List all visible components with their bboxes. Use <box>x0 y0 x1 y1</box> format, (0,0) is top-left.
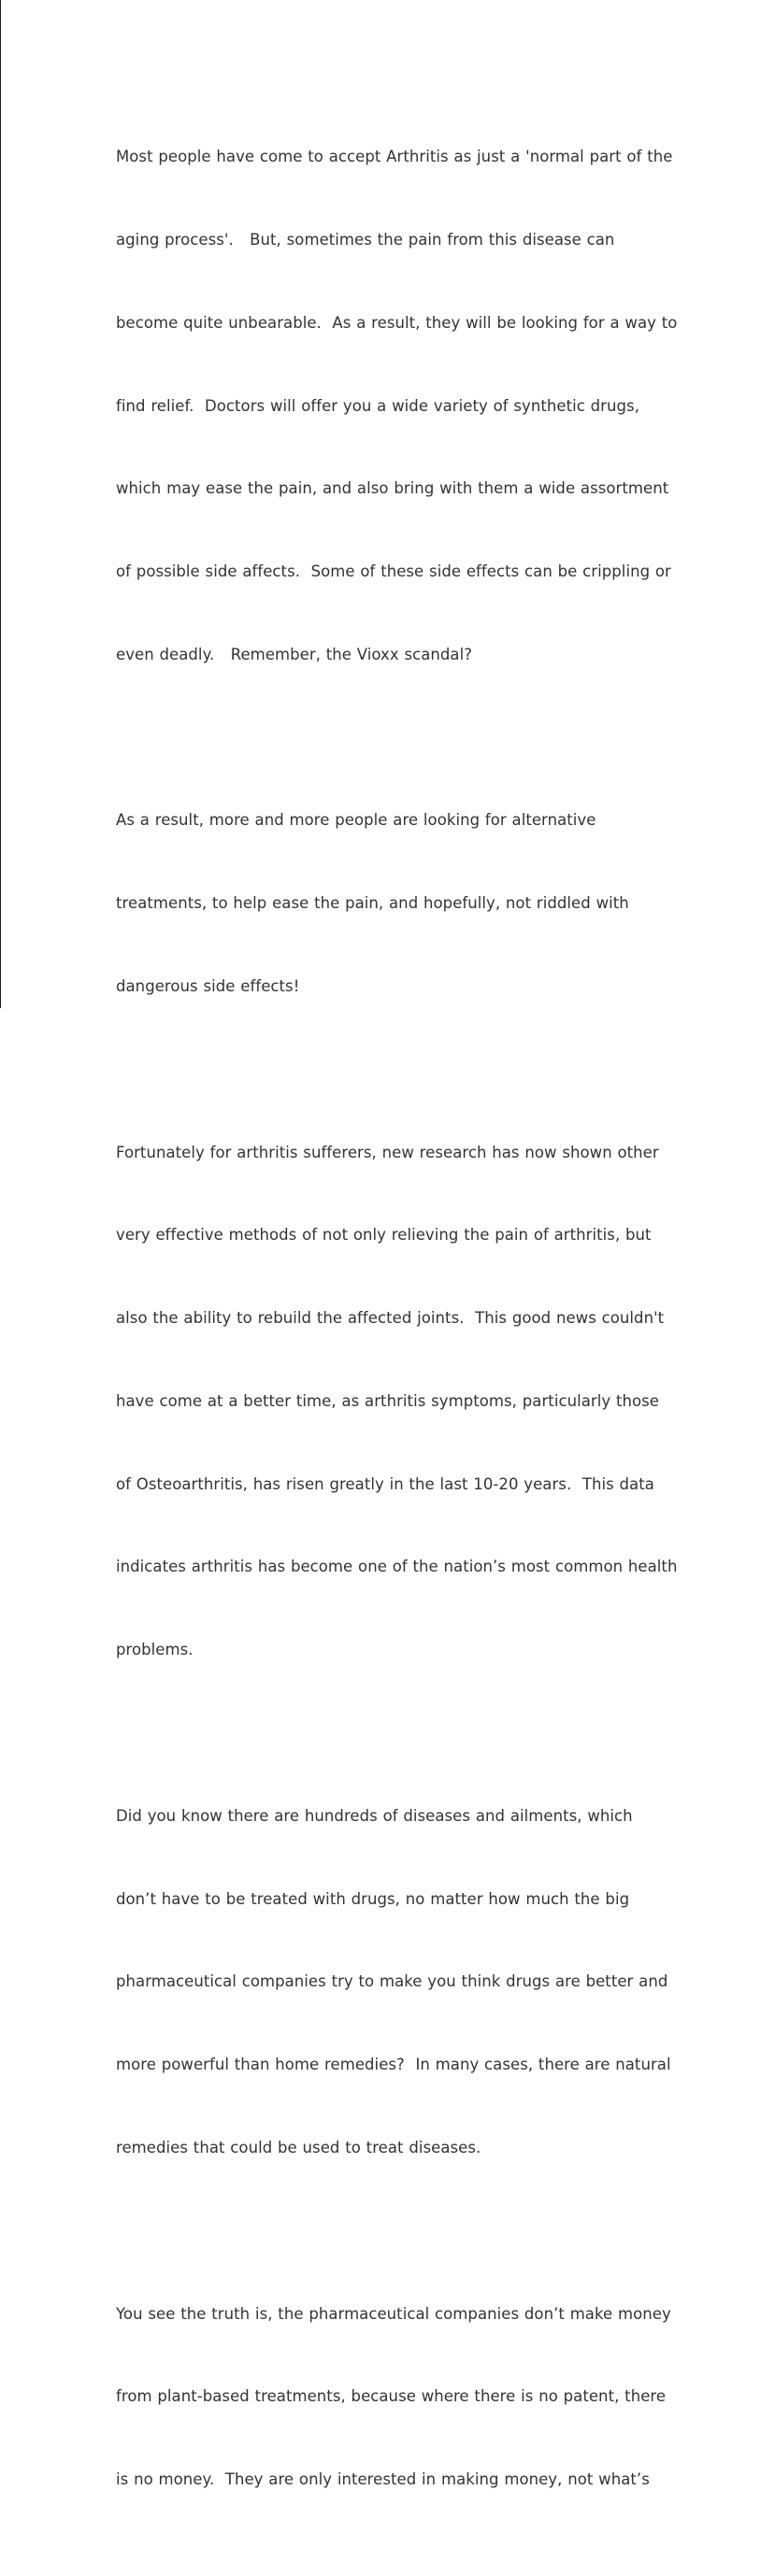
text-line: problems. <box>116 1641 194 1659</box>
paragraph-home-remedies <box>116 1747 673 2217</box>
text-line: very effective methods of not only relieving the pain of arthritis, but <box>116 1226 652 1245</box>
text-line: of Osteoarthritis, has risen greatly in the last 10-20 years. This data <box>116 1474 654 1493</box>
text-line: also the ability to rebuild the affected joints. This good news couldn't <box>116 1309 665 1328</box>
document-body <box>116 88 678 2576</box>
paragraph-alternative-treatments <box>116 751 673 1056</box>
text-line: from plant-based treatments, because where there is no patent, there <box>116 2387 667 2406</box>
text-line: is no money. They are only interested in making money, not what’s <box>116 2470 650 2489</box>
text-line: As a result, more and more people are looking for alternative <box>116 811 596 830</box>
text-line: You see the truth is, the pharmaceutical companies don’t make money <box>116 2304 671 2323</box>
text-line: which may ease the pain, and also bring with them a wide assortment <box>116 479 669 498</box>
text-line: dangerous side effects! <box>116 977 300 995</box>
text-line: more powerful than home remedies? In many cases, there are natural <box>116 2056 671 2074</box>
text-line: Fortunately for arthritis sufferers, new research has now shown other <box>116 1143 659 1161</box>
paragraph-new-research <box>116 1083 678 1719</box>
text-line: Most people have come to accept Arthritis as just a 'normal part of the <box>116 148 673 166</box>
text-line: find relief. Doctors will offer you a wide variety of synthetic drugs, <box>116 396 639 415</box>
text-line: treatments, to help ease the pain, and hopefully, not riddled with <box>116 894 629 913</box>
text-line: don’t have to be treated with drugs, no matter how much the big <box>116 1889 630 1908</box>
text-line: indicates arthritis has become one of the nation’s most common health <box>116 1558 678 1576</box>
text-line: remedies that could be used to treat diseases. <box>116 2138 481 2156</box>
text-line: Did you know there are hundreds of diseases and ailments, which <box>116 1806 633 1825</box>
text-line: become quite unbearable. As a result, they will be looking for a way to <box>116 313 678 332</box>
text-line: have come at a better time, as arthritis symptoms, particularly those <box>116 1391 659 1410</box>
text-line: aging process'. But, sometimes the pain from this disease can <box>116 230 615 249</box>
text-line: even deadly. Remember, the Vioxx scandal? <box>116 645 473 663</box>
paragraph-pharmaceutical-companies <box>116 2244 673 2549</box>
text-line: of possible side affects. Some of these side effects can be crippling or <box>116 562 671 581</box>
paragraph-arthritis-intro <box>116 88 678 724</box>
text-line: pharmaceutical companies try to make you think drugs are better and <box>116 1972 668 1991</box>
